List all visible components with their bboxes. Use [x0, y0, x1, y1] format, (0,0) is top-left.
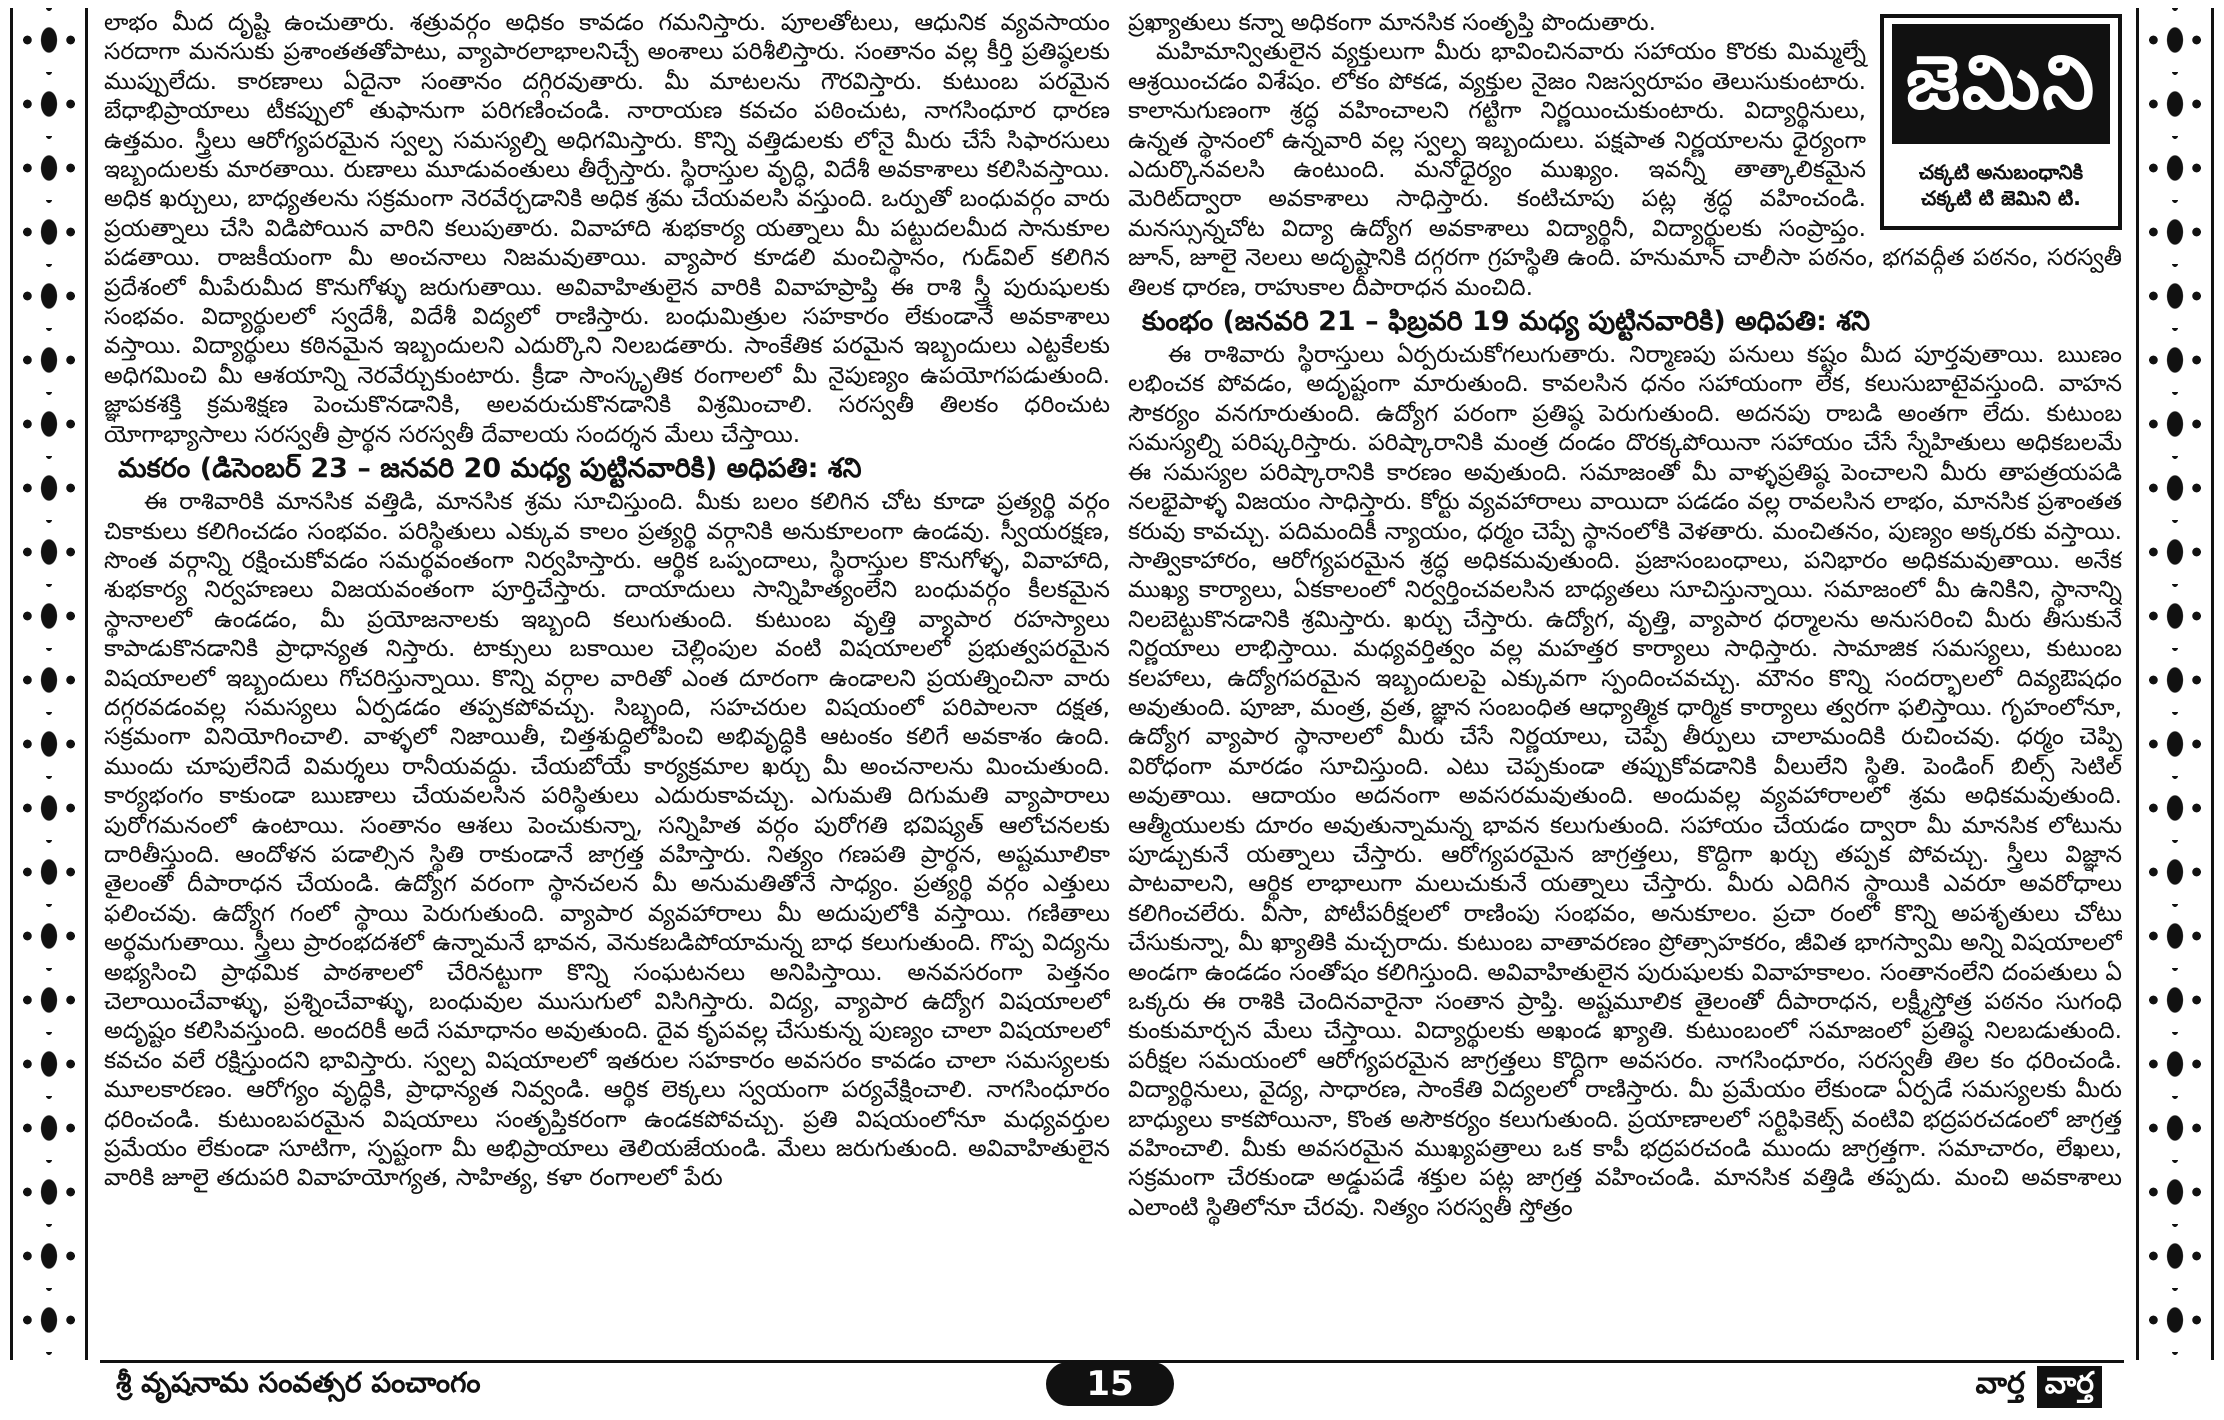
gemini-tea-ad [1880, 14, 2122, 230]
footer-publication-title: శ్రీ వృషనామ సంవత్సర పంచాంగం [116, 1366, 481, 1399]
paragraph-continued: లాభం మీద దృష్టి ఉంచుతారు. శత్రువర్గం అధికం కావడం గమనిస్తారు. పూలతోటలు, ఆధునిక వ్యవసాయం సరదాగా మనసుకు ప్రశాంతతతోపాటు, వ్యాపారలాభాలనిచ్చే అంశాలు పరిశీలిస్తారు. సంతానం వల్ల కీర్తి ప్రతిష్ఠలకు ముప్పులేదు. కారణాలు ఏదైనా సంతానం దగ్గిరవుతారు. మీ మాటలను గౌరవిస్తారు. కుటుంబ పరమైన బేధాభిప్రాయాలు టీకప్పులో తుఫానుగా పరిగణించండి. నారాయణ కవచం పఠించుట, నాగసింధూర ధారణ ఉత్తమం. స్త్రీలు ఆరోగ్యపరమైన స్వల్ప సమస్యల్ని అధిగమిస్తారు. కొన్ని వత్తిడులకు లోనై మీరు చేసే సిఫారసులు ఇబ్బందులకు మారతాయి. రుణాలు మూడువంతులు తీర్చేస్తారు. స్థిరాస్తుల వృద్ధి, విదేశీ అవకాశాలు కలిసివస్తాయి. అధిక ఖర్చులు, బాధ్యతలను సక్రమంగా నెరవేర్చడానికి అధిక శ్రమ చేయవలసి వస్తుంది. ఒర్పుతో బంధువర్గం వారు ప్రయత్నాలు చేసి విడిపోయిన వారిని కలుపుతారు. వివాహాది శుభకార్య యత్నాలు మీ పట్టుదలమీద సానుకూల పడతాయి. రాజకీయంగా మీ అంచనాలు నిజమవుతాయి. వ్యాపార కూడలి మంచిస్థానం, గుడ్‌విల్ కలిగిన ప్రదేశంలో మీపేరుమీద కొనుగోళ్ళు జరుగుతాయి. అవివాహితులైన వారికి వివాహప్రాప్తి ఈ రాశి స్త్రీ పురుషులకు సంభవం. విద్యార్థులలో స్వదేశీ, విదేశీ విద్యలో రాణిస్తారు. బంధుమిత్రుల సహకారం లేకుండానే అవకాశాలు వస్తాయి. విద్యార్థులు కఠినమైన ఇబ్బందులని ఎదుర్కొని నిలబడతారు. సాంకేతిక పరమైన ఇబ్బందులు ఎట్టకేలకు అధిగమించి మీ ఆశయాన్ని నెరవేర్చుకుంటారు. క్రీడా సాంస్కృతిక రంగాలలో మీ నైపుణ్యం ఉపయోగపడుతుంది. జ్ఞాపకశక్తి క్రమశిక్షణ పెంచుకొనడానికి, అలవరుచుకొనడానికి విశ్రమించాలి. సరస్వతీ తిలకం ధరించుట యోగాభ్యాసాలు సరస్వతీ ప్రార్థన సరస్వతీ దేవాలయ సందర్శన మేలు చేస్తాయి. [104, 9, 1110, 448]
heading-kumbham: కుంభం (జనవరి 21 – ఫిబ్రవరి 19 మధ్య పుట్టినవారికి) అధిపతి: శని [1142, 306, 1871, 338]
vaartha-logo-inverse: వార్త [2037, 1366, 2102, 1408]
right-decorative-border [2136, 8, 2214, 1360]
column-left [104, 8, 1110, 1360]
left-decorative-border [10, 8, 88, 1360]
paragraph-kumbham: ఈ రాశివారు స్థిరాస్తులు ఏర్పరుచుకోగలుగుతారు. నిర్మాణపు పనులు కష్టం మీద పూర్తవుతాయి. ఋణం లభించక పోవడం, అదృష్టంగా మారుతుంది. కావలసిన ధనం సహాయంగా లేక, కలుసుబాటైవస్తుంది. వాహన సౌకర్యం వనగూరుతుంది. ఉద్యోగ పరంగా ప్రతిష్ఠ పెరుగుతుంది. అదనపు రాబడి అంతగా లేదు. కుటుంబ సమస్యల్ని పరిష్కరిస్తారు. పరిష్కారానికి మంత్ర దండం దొరక్కపోయినా సహాయం చేసే స్నేహితులు అధికబలమే ఈ సమస్యల పరిష్కారానికి కారణం అవుతుంది. సమాజంతో మీ వాళ్ళప్రతిష్ఠ పెంచాలని మీరు తాపత్రయపడి నలభైపాళ్ళ విజయం సాధిస్తారు. కోర్టు వ్యవహారాలు వాయిదా పడడం వల్ల రావలసిన లాభం, మానసిక ప్రశాంతత కరువు కావచ్చు. పదిమందికీ న్యాయం, ధర్మం చెప్పే స్థానంలోకి వెళతారు. మంచితనం, పుణ్యం అక్కరకు వస్తాయి. సాత్వికాహారం, ఆరోగ్యపరమైన శ్రద్ధ అధికమవుతుంది. ప్రజాసంబంధాలు, పనిభారం అధికమవుతాయి. అనేక ముఖ్య కార్యాలు, ఏకకాలంలో నిర్వర్తించవలసిన బాధ్యతలు సూచిస్తున్నాయి. సమాజంలో మీ ఉనికిని, స్థానాన్ని నిలబెట్టుకొనడానికి శ్రమిస్తారు. ఖర్చు చేస్తారు. ఉద్యోగ, వృత్తి, వ్యాపార ధర్మాలను అనుసరించి మీరు తీసుకునే నిర్ణయాలు లాభిస్తాయి. మధ్యవర్తిత్వం వల్ల మహత్తర కార్యాలు సాధిస్తారు. సామాజిక సమస్యలు, కుటుంబ కలహాలు, ఉద్యోగపరమైన ఇబ్బందులపై ఎక్కువగా స్పందించవచ్చు. మౌనం కొన్ని సందర్భాలలో దివ్యఔషధం అవుతుంది. పూజా, మంత్ర, వ్రత, జ్ఞాన సంబంధిత ఆధ్యాత్మిక ధార్మిక కార్యాలు త్వరగా ఫలిస్తాయి. గృహంలోనూ, ఉద్యోగ వ్యాపార స్థానాలలో మీరు చేసే నిర్ణయాలు, చెప్పే తీర్పులు చాలామందికి రుచించవు. ధర్మం చెప్పి విరోధంగా మారడం సూచిస్తుంది. ఎటు చెప్పకుండా తప్పుకోవడానికి వీలులేని స్థితి. పెండింగ్ బిల్స్ సెటిల్ అవుతాయి. ఆదాయం అదనంగా అవసరమవుతుంది. అందువల్ల వ్యవహారాలలో శ్రమ అధికమవుతుంది. ఆత్మీయులకు దూరం అవుతున్నామన్న భావన కలుగుతుంది. సహాయం చేయడం ద్వారా మీ మానసిక లోటును పూడ్చుకునే యత్నాలు చేస్తారు. ఆరోగ్యపరమైన జాగ్రత్తలు, కొద్దిగా ఖర్చు తప్పక పోవచ్చు. స్త్రీలు విజ్ఞాన పాటవాలని, ఆర్థిక లాభాలుగా మలుచుకునే యత్నాలు చేస్తారు. మీరు ఎదిగిన స్థాయికి ఎవరూ అవరోధాలు కలిగించలేరు. వీసా, పోటీపరీక్షలలో రాణింపు సంభవం, అనుకూలం. ప్రచా రంలో కొన్ని అపశృతులు చోటు చేసుకున్నా, మీ ఖ్యాతికి మచ్చరాదు. కుటుంబ వాతావరణం ప్రోత్సాహకరం, జీవిత భాగస్వామి అన్ని విషయాలలో అండగా ఉండడం సంతోషం కలిగిస్తుంది. అవివాహితులైన పురుషులకు వివాహకాలం. సంతానంలేని దంపతులు ఏ ఒక్కరు ఈ రాశికి చెందినవారైనా సంతాన ప్రాప్తి. అష్టమూలిక తైలంతో దీపారాధన, లక్ష్మీస్తోత్ర పఠనం సుగంధి కుంకుమార్చన మేలు చేస్తాయి. విద్యార్థులకు అఖండ ఖ్యాతి. కుటుంబంలో సమాజంలో ప్రతిష్ఠ నిలబడుతుంది. పరీక్షల సమయంలో ఆరోగ్యపరమైన జాగ్రత్తలు కొద్దిగా అవసరం. నాగసింధూరం, సరస్వతీ తిల కం ధరించండి. విద్యార్థినులు, వైద్య, సాధారణ, సాంకేతి విద్యలలో రాణిస్తారు. మీ ప్రమేయం లేకుండా ఏర్పడే సమస్యలకు మీరు బాధ్యులు కాకపోయినా, కొంత అసౌకర్యం కలుగుతుంది. ప్రయాణాలలో సర్టిఫికెట్స్ వంటివి భద్రపరచడంలో జాగ్రత్త వహించాలి. మీకు అవసరమైన ముఖ్యపత్రాలు ఒక కాపీ భద్రపరచండి ముందు జాగ్రత్తగా. సమాచారం, లేఖలు, సక్రమంగా చేరకుండా అడ్డుపడే శక్తుల పట్ల జాగ్రత్త వహించండి. మానసిక వత్తిడి తప్పదు. మంచి అవకాశాలు ఎలాంటి స్థితిలోనూ చేరవు. నిత్యం సరస్వతీ స్తోత్రం [1128, 341, 2122, 1221]
paragraph-continued-right: ప్రఖ్యాతులు కన్నా అధికంగా మానసిక సంతృప్తి పొందుతారు. [1128, 9, 1657, 36]
paragraph-makaram: ఈ రాశివారికి మానసిక వత్తిడి, మానసిక శ్రమ సూచిస్తుంది. మీకు బలం కలిగిన చోట కూడా ప్రత్యర్థి వర్గం చికాకులు కలిగించడం సంభవం. పరిస్థితులు ఎక్కువ కాలం ప్రత్యర్థి వర్గానికి అనుకూలంగా ఉండవు. స్వీయరక్షణ, సొంత వర్గాన్ని రక్షించుకోవడం సమర్థవంతంగా నిర్వహిస్తారు. ఆర్థిక ఒప్పందాలు, స్థిరాస్తుల కొనుగోళ్ళ, వివాహాది, శుభకార్య నిర్వహణలు విజయవంతంగా పూర్తిచేస్తారు. దాయాదులు సాన్నిహిత్యంలేని బంధువర్గం కీలకమైన స్థానాలలో ఉండడం, మీ ప్రయోజనాలకు ఇబ్బంది కలుగుతుంది. కుటుంబ వృత్తి వ్యాపార రహస్యాలు కాపాడుకొనడానికి ప్రాధాన్యత నిస్తారు. టాక్సులు బకాయిల చెల్లింపుల వంటి విషయాలలో ప్రభుత్వపరమైన విషయాలలో ఇబ్బందులు గోచరిస్తున్నాయి. కొన్ని వర్గాల వారితో ఎంత దూరంగా ఉండాలని ప్రయత్నించినా వారు దగ్గరవడంవల్ల సమస్యలు ఏర్పడడం తప్పకపోవచ్చు. సిబ్బంది, సహచరుల విషయంలో పరిపాలనా దక్షత, సక్రమంగా వినియోగించాలి. వాళ్ళలో నిజాయితీ, చిత్తశుద్ధిలోపించి అభివృద్ధికి ఆటంకం కలిగే అవకాశం ఉంది. ముందు చూపులేనిదే విమర్శలు రానీయవద్దు. చేయబోయే కార్యక్రమాల ఖర్చు మీ అంచనాలను మించుతుంది. కార్యభంగం కాకుండా ఋణాలు చేయవలసిన పరిస్థితులు ఎదురుకావచ్చు. ఎగుమతి దిగుమతి వ్యాపారాలు పురోగమనంలో ఉంటాయి. సంతానం ఆశలు పెంచుకున్నా, సన్నిహిత వర్గం పురోగతి భవిష్యత్ ఆలోచనలకు దారితీస్తుంది. ఆందోళన పడాల్సిన స్థితి రాకుండానే జాగ్రత్త వహిస్తారు. నిత్యం గణపతి ప్రార్థన, అష్టమూలికా తైలంతో దీపారాధన చేయండి. ఉద్యోగ వరంగా స్థానచలన మీ అనుమతితోనే సాధ్యం. ప్రత్యర్థి వర్గం ఎత్తులు ఫలించవు. ఉద్యోగ గంలో స్థాయి పెరుగుతుంది. వ్యాపార వ్యవహారాలు మీ అదుపులోకి వస్తాయి. గణితాలు అర్థమగుతాయి. స్త్రీలు ప్రారంభదశలో ఉన్నామనే భావన, వెనుకబడిపోయామన్న బాధ కలుగుతుంది. గొప్ప విద్యను అభ్యసించి ప్రాథమిక పాఠశాలలో చేరినట్టుగా కొన్ని సంఘటనలు అనిపిస్తాయి. అనవసరంగా పెత్తనం చెలాయించేవాళ్ళు, ప్రశ్నించేవాళ్ళు, బంధువుల ముసుగులో విసిగిస్తారు. విద్య, వ్యాపార ఉద్యోగ విషయాలలో అదృష్టం కలిసివస్తుంది. అందరికీ అదే సమాధానం అవుతుంది. దైవ కృపవల్ల చేసుకున్న పుణ్యం చాలా విషయాలలో కవచం వలే రక్షిస్తుందని భావిస్తారు. స్వల్ప విషయాలలో ఇతరుల సహకారం అవసరం కావడం చాలా సమస్యలకు మూలకారణం. ఆరోగ్యం వృద్ధికి, ప్రాధాన్యత నివ్వండి. ఆర్థిక లెక్కలు స్వయంగా పర్యవేక్షించాలి. నాగసింధూరం ధరించండి. కుటుంబపరమైన విషయాలు సంతృప్తికరంగా ఉండకపోవచ్చు. ప్రతి విషయంలోనూ మధ్యవర్తుల ప్రమేయం లేకుండా సూటిగా, స్పష్టంగా మీ అభిప్రాయాలు తెలియజేయండి. మేలు జరుగుతుంది. అవివాహితులైన వారికి జూలై తదుపరి వివాహయోగ్యత, సాహిత్య, కళా రంగాలలో పేరు [104, 488, 1110, 1192]
paragraph-right-1: మహిమాన్వితులైన వ్యక్తులుగా మీరు భావించినవారు సహాయం కొరకు మిమ్మల్నే ఆశ్రయించడం విశేషం. లోకం పోకడ, వ్యక్తుల నైజం నిజస్వరూపం తెలుసుకుంటారు. కాలానుగుణంగా శ్రద్ధ వహించాలని గట్టిగా నిర్ణయించుకుంటారు. విద్యార్థినులు, ఉన్నత స్థానంలో ఉన్నవారి వల్ల స్వల్ప ఇబ్బందులు. పక్షపాత నిర్ణయాలను ధైర్యంగా ఎదుర్కొనవలసి ఉంటుంది. మనోధైర్యం ముఖ్యం. ఇవన్నీ తాత్కాలికమైన మెరిట్‌ద్వారా అవకాశాలు సాధిస్తారు. కంటిచూపు పట్ల శ్రద్ధ వహించండి. మనస్సున్నచోట విద్యా ఉద్యోగ అవకాశాలు విద్యార్థినీ, విద్యార్థులకు సంప్రాప్తం. జూన్, జూలై నెలలు అదృష్టానికి దగ్గరగా గ్రహస్థితి ఉంది. హనుమాన్ చాలీసా పఠనం, భగవద్గీత పఠనం, సరస్వతీ తిలక ధారణ, రాహుకాల దీపారాధన మంచిది. [1128, 38, 2122, 301]
vaartha-logo-text: వార్త [1975, 1366, 2025, 1401]
column-right [1128, 8, 2122, 1360]
footer-vaartha-logo [1976, 1366, 2102, 1408]
gemini-logo-title: జెమిని [1892, 24, 2110, 144]
page-number: 15 [1046, 1362, 1174, 1406]
heading-makaram: మకరం (డిసెంబర్ 23 – జనవరి 20 మధ్య పుట్టినవారికి) అధిపతి: శని [118, 453, 862, 485]
gemini-logo-tagline: చక్కటి అనుబంధానికి చక్కటి టి జెమిని టి. [1918, 160, 2084, 210]
